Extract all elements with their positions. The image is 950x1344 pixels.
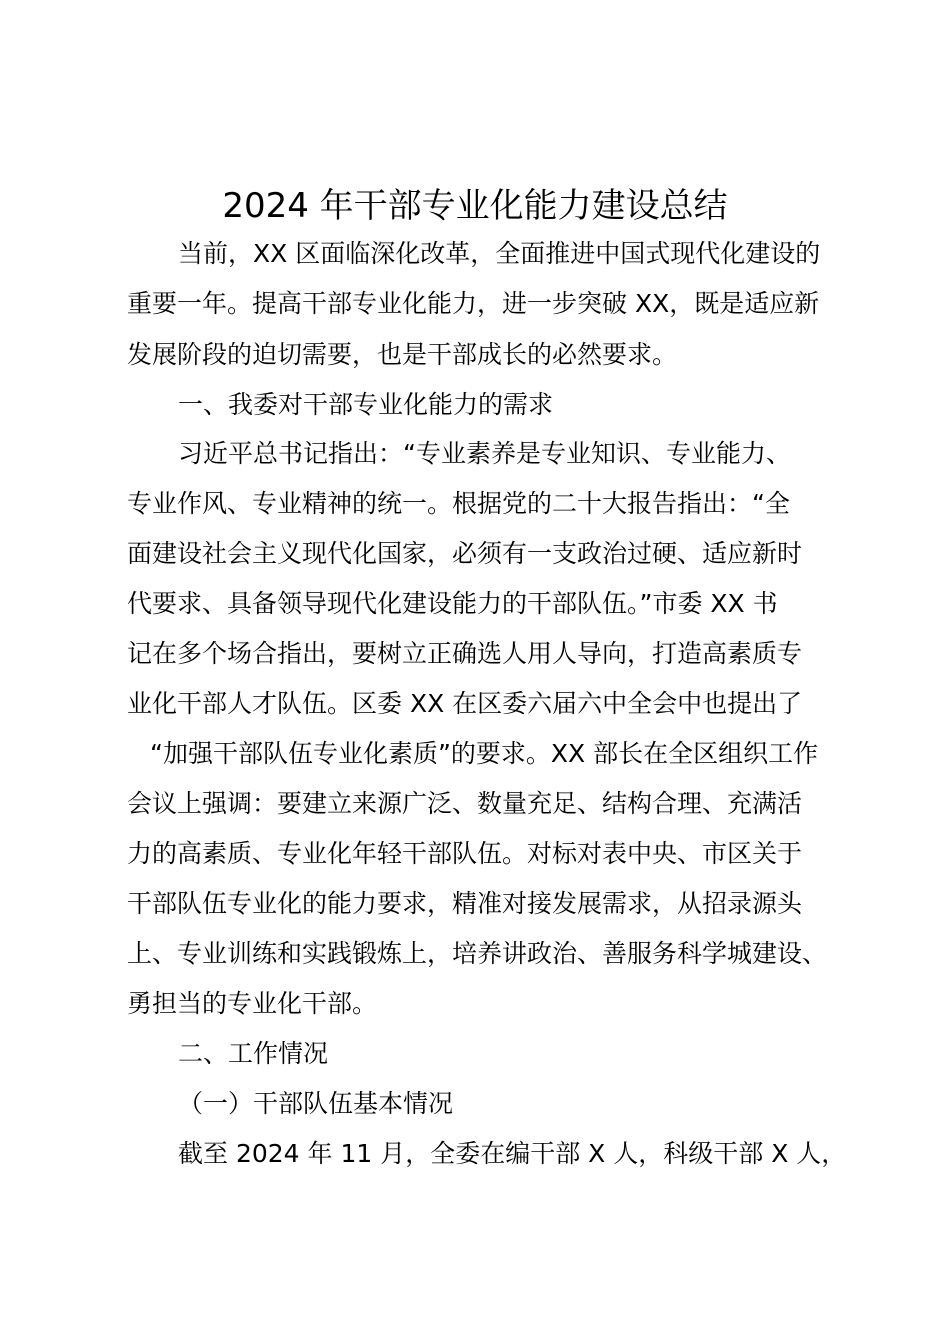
paragraph-line-demand-9: 力的高素质、专业化年轻干部队伍。对标对表中央、市区关于 (127, 839, 803, 868)
paragraph-line-intro-1: 当前，XX 区面临深化改革，全面推进中国式现代化建设的 (178, 239, 821, 268)
section-heading-1: 一、我委对干部专业化能力的需求 (178, 390, 554, 419)
paragraph-line-demand-7: “加强干部队伍专业化素质”的要求。XX 部长在全区组织工作 (150, 739, 819, 768)
paragraph-line-demand-6: 业化干部人才队伍。区委 XX 在区委六届六中全会中也提出了 (127, 689, 803, 718)
paragraph-line-status-1: 截至 2024 年 11 月，全委在编干部 X 人，科级干部 X 人， (178, 1139, 847, 1168)
paragraph-line-demand-8: 会议上强调：要建立来源广泛、数量充足、结构合理、充满活 (127, 789, 803, 818)
paragraph-line-demand-3: 面建设社会主义现代化国家，必须有一支政治过硬、适应新时 (127, 539, 803, 568)
paragraph-line-demand-2: 专业作风、专业精神的统一。根据党的二十大报告指出：“全 (127, 489, 790, 518)
paragraph-line-demand-10: 干部队伍专业化的能力要求，精准对接发展需求，从招录源头 (127, 889, 803, 918)
paragraph-line-intro-2: 重要一年。提高干部专业化能力，进一步突破 XX，既是适应新 (127, 289, 820, 318)
section-heading-2: 二、工作情况 (178, 1039, 329, 1068)
subsection-heading-1: （一）干部队伍基本情况 (178, 1089, 454, 1118)
paragraph-line-intro-3: 发展阶段的迫切需要，也是干部成长的必然要求。 (127, 340, 678, 369)
paragraph-line-demand-12: 勇担当的专业化干部。 (127, 989, 378, 1018)
paragraph-line-demand-1: 习近平总书记指出：“专业素养是专业知识、专业能力、 (178, 439, 791, 468)
document-title: 2024 年干部专业化能力建设总结 (222, 186, 728, 226)
paragraph-line-demand-11: 上、专业训练和实践锻炼上，培养讲政治、善服务科学城建设、 (127, 939, 828, 968)
paragraph-line-demand-5: 记在多个场合指出，要树立正确选人用人导向，打造高素质专 (127, 639, 803, 668)
paragraph-line-demand-4: 代要求、具备领导现代化建设能力的干部队伍。”市委 XX 书 (127, 589, 778, 618)
